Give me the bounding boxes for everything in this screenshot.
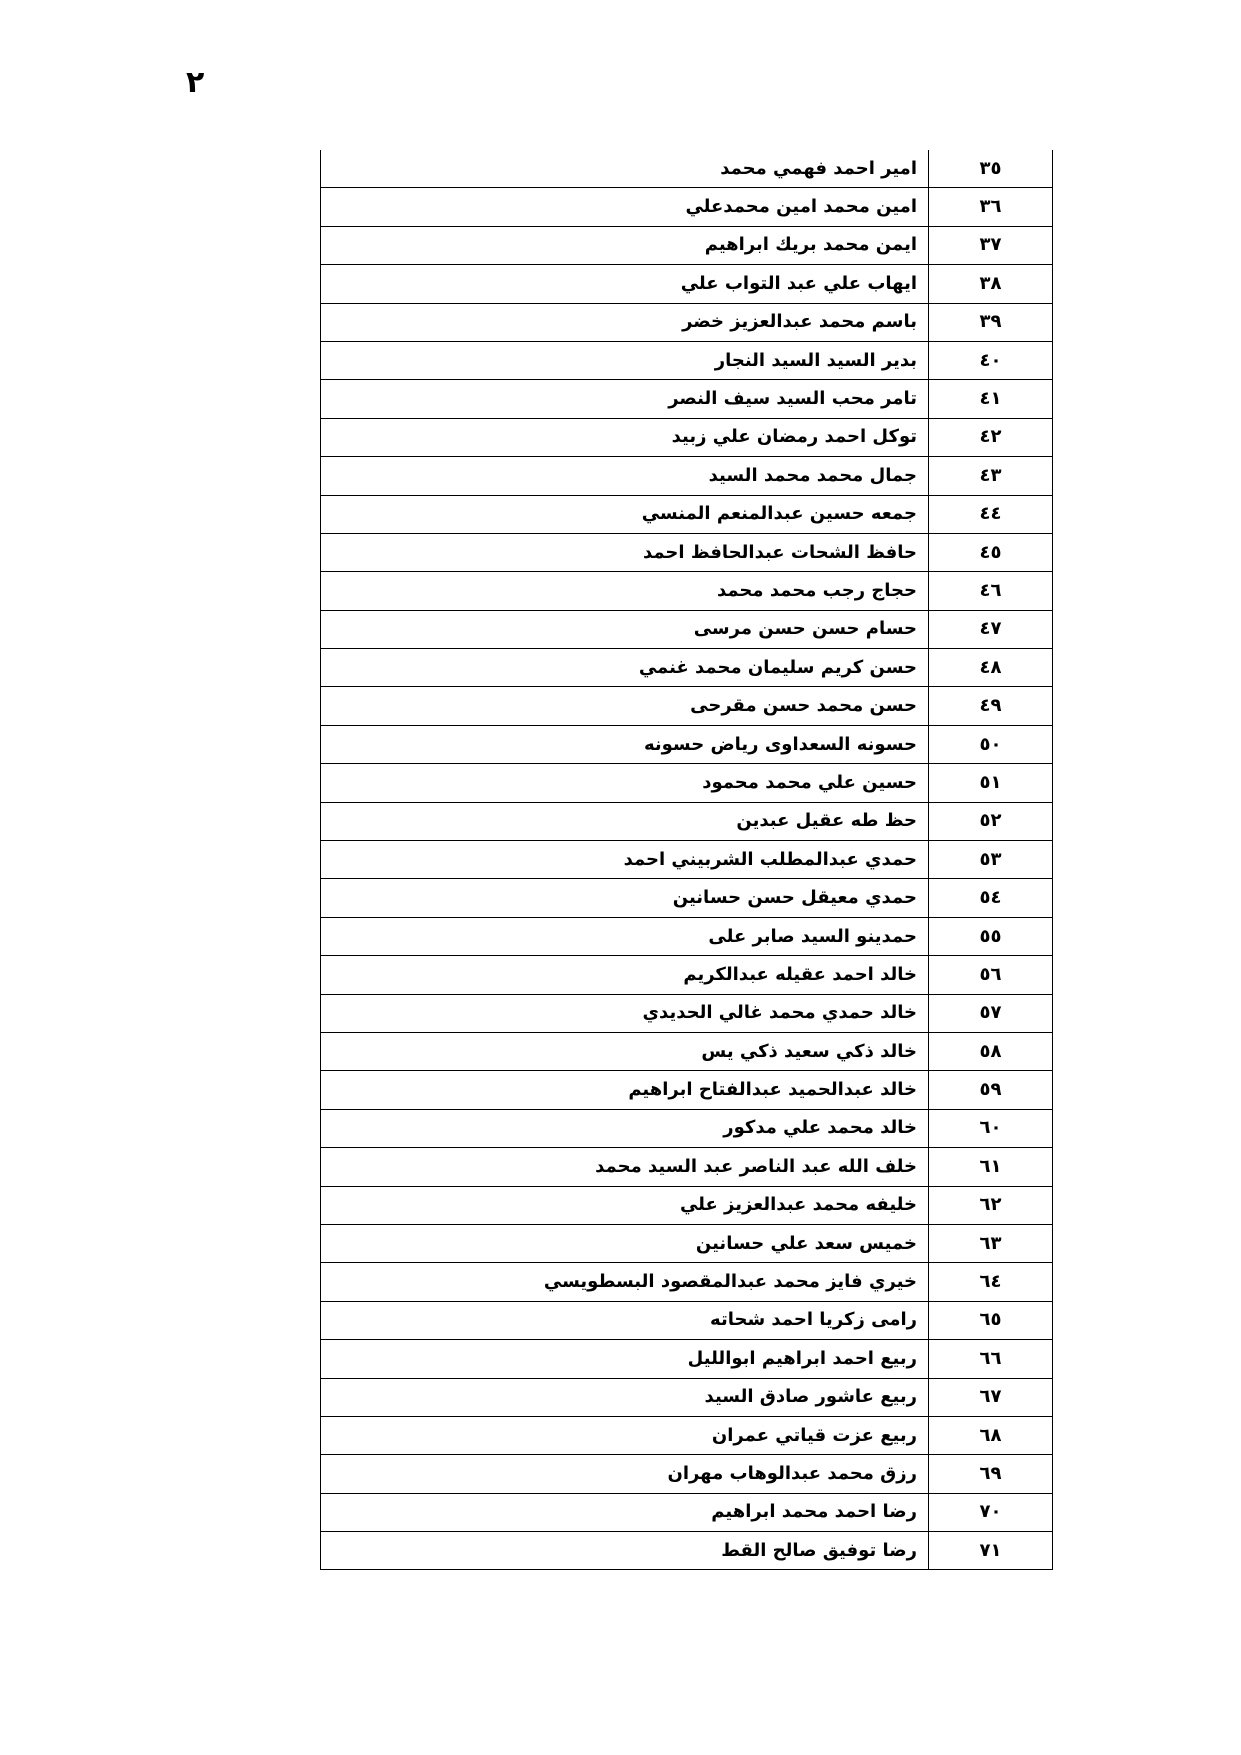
- table-row: [321, 1071, 1053, 1109]
- row-number: ٥٠: [929, 725, 1053, 763]
- person-name: حسن محمد حسن مقرحى: [321, 687, 929, 725]
- table-row: [321, 1455, 1053, 1493]
- row-number: ٦٢: [929, 1186, 1053, 1224]
- person-name: امير احمد فهمي محمد: [321, 150, 929, 188]
- person-name: حافظ الشحات عبدالحافظ احمد: [321, 533, 929, 571]
- table-row: [321, 1378, 1053, 1416]
- table-row: [321, 418, 1053, 456]
- row-number: ٥٦: [929, 956, 1053, 994]
- person-name: رامى زكريا احمد شحاته: [321, 1301, 929, 1339]
- person-name: ايمن محمد بريك ابراهيم: [321, 226, 929, 264]
- table-row: [321, 533, 1053, 571]
- row-number: ٥٨: [929, 1032, 1053, 1070]
- person-name: ايهاب علي عبد التواب علي: [321, 265, 929, 303]
- table-row: [321, 495, 1053, 533]
- table-row: [321, 188, 1053, 226]
- table-row: [321, 150, 1053, 188]
- row-number: ٤٣: [929, 457, 1053, 495]
- person-name: حظ طه عقيل عبدين: [321, 802, 929, 840]
- table-row: [321, 1532, 1053, 1570]
- row-number: ٥٧: [929, 994, 1053, 1032]
- person-name: ربيع احمد ابراهيم ابوالليل: [321, 1340, 929, 1378]
- person-name: رضا توفيق صالح القط: [321, 1532, 929, 1570]
- row-number: ٣٩: [929, 303, 1053, 341]
- table-row: [321, 879, 1053, 917]
- person-name: ربيع عاشور صادق السيد: [321, 1378, 929, 1416]
- table-row: [321, 764, 1053, 802]
- table-row: [321, 1109, 1053, 1147]
- row-number: ٥٩: [929, 1071, 1053, 1109]
- table-row: [321, 380, 1053, 418]
- person-name: حسام حسن حسن مرسى: [321, 610, 929, 648]
- row-number: ٤٠: [929, 341, 1053, 379]
- table-row: [321, 572, 1053, 610]
- row-number: ٦٣: [929, 1224, 1053, 1262]
- row-number: ٧٠: [929, 1493, 1053, 1531]
- row-number: ٣٥: [929, 150, 1053, 188]
- table-row: [321, 226, 1053, 264]
- person-name: حسونه السعداوى رياض حسونه: [321, 725, 929, 763]
- table-row: [321, 841, 1053, 879]
- table-row: [321, 1301, 1053, 1339]
- person-name: حمدينو السيد صابر على: [321, 917, 929, 955]
- table-row: [321, 1263, 1053, 1301]
- person-name: حمدي عبدالمطلب الشربيني احمد: [321, 841, 929, 879]
- row-number: ٦٧: [929, 1378, 1053, 1416]
- person-name: رضا احمد محمد ابراهيم: [321, 1493, 929, 1531]
- person-name: بدير السيد السيد النجار: [321, 341, 929, 379]
- row-number: ٣٧: [929, 226, 1053, 264]
- row-number: ٥٤: [929, 879, 1053, 917]
- row-number: ٥٥: [929, 917, 1053, 955]
- row-number: ٤٨: [929, 649, 1053, 687]
- person-name: توكل احمد رمضان علي زبيد: [321, 418, 929, 456]
- row-number: ٤٧: [929, 610, 1053, 648]
- person-name: خيري فايز محمد عبدالمقصود البسطويسي: [321, 1263, 929, 1301]
- table-row: [321, 1493, 1053, 1531]
- person-name: خلف الله عبد الناصر عبد السيد محمد: [321, 1148, 929, 1186]
- table-row: [321, 1032, 1053, 1070]
- row-number: ٤١: [929, 380, 1053, 418]
- row-number: ٤٩: [929, 687, 1053, 725]
- row-number: ٤٤: [929, 495, 1053, 533]
- person-name: تامر محب السيد سيف النصر: [321, 380, 929, 418]
- table-row: [321, 994, 1053, 1032]
- row-number: ٦٩: [929, 1455, 1053, 1493]
- row-number: ٦١: [929, 1148, 1053, 1186]
- person-name: خالد محمد علي مدكور: [321, 1109, 929, 1147]
- row-number: ٣٨: [929, 265, 1053, 303]
- person-name: خالد ذكي سعيد ذكي يس: [321, 1032, 929, 1070]
- person-name: حسن كريم سليمان محمد غنمي: [321, 649, 929, 687]
- person-name: رزق محمد عبدالوهاب مهران: [321, 1455, 929, 1493]
- table-row: [321, 1148, 1053, 1186]
- names-table-body: [321, 150, 1053, 1570]
- row-number: ٦٠: [929, 1109, 1053, 1147]
- table-row: [321, 956, 1053, 994]
- row-number: ٥٣: [929, 841, 1053, 879]
- table-row: [321, 1340, 1053, 1378]
- table-row: [321, 303, 1053, 341]
- row-number: ٧١: [929, 1532, 1053, 1570]
- table-row: [321, 725, 1053, 763]
- person-name: باسم محمد عبدالعزيز خضر: [321, 303, 929, 341]
- names-table: [320, 150, 1053, 1570]
- person-name: جمعه حسين عبدالمنعم المنسي: [321, 495, 929, 533]
- person-name: جمال محمد محمد السيد: [321, 457, 929, 495]
- person-name: خالد حمدي محمد غالي الحديدي: [321, 994, 929, 1032]
- person-name: حسين علي محمد محمود: [321, 764, 929, 802]
- table-row: [321, 610, 1053, 648]
- row-number: ٦٤: [929, 1263, 1053, 1301]
- table-row: [321, 341, 1053, 379]
- table-row: [321, 687, 1053, 725]
- table-row: [321, 265, 1053, 303]
- row-number: ٦٦: [929, 1340, 1053, 1378]
- table-row: [321, 1416, 1053, 1454]
- table-row: [321, 917, 1053, 955]
- person-name: امين محمد امين محمدعلي: [321, 188, 929, 226]
- table-row: [321, 1186, 1053, 1224]
- person-name: حمدي معيقل حسن حسانين: [321, 879, 929, 917]
- row-number: ٦٨: [929, 1416, 1053, 1454]
- row-number: ٤٦: [929, 572, 1053, 610]
- page-number: ٢: [186, 65, 205, 100]
- person-name: خميس سعد علي حسانين: [321, 1224, 929, 1262]
- person-name: خالد عبدالحميد عبدالفتاح ابراهيم: [321, 1071, 929, 1109]
- row-number: ٥١: [929, 764, 1053, 802]
- row-number: ٤٢: [929, 418, 1053, 456]
- row-number: ٦٥: [929, 1301, 1053, 1339]
- person-name: خليفه محمد عبدالعزيز علي: [321, 1186, 929, 1224]
- person-name: خالد احمد عقيله عبدالكريم: [321, 956, 929, 994]
- person-name: حجاج رجب محمد محمد: [321, 572, 929, 610]
- row-number: ٤٥: [929, 533, 1053, 571]
- table-row: [321, 457, 1053, 495]
- table-row: [321, 649, 1053, 687]
- row-number: ٥٢: [929, 802, 1053, 840]
- row-number: ٣٦: [929, 188, 1053, 226]
- person-name: ربيع عزت قياتي عمران: [321, 1416, 929, 1454]
- table-row: [321, 1224, 1053, 1262]
- table-row: [321, 802, 1053, 840]
